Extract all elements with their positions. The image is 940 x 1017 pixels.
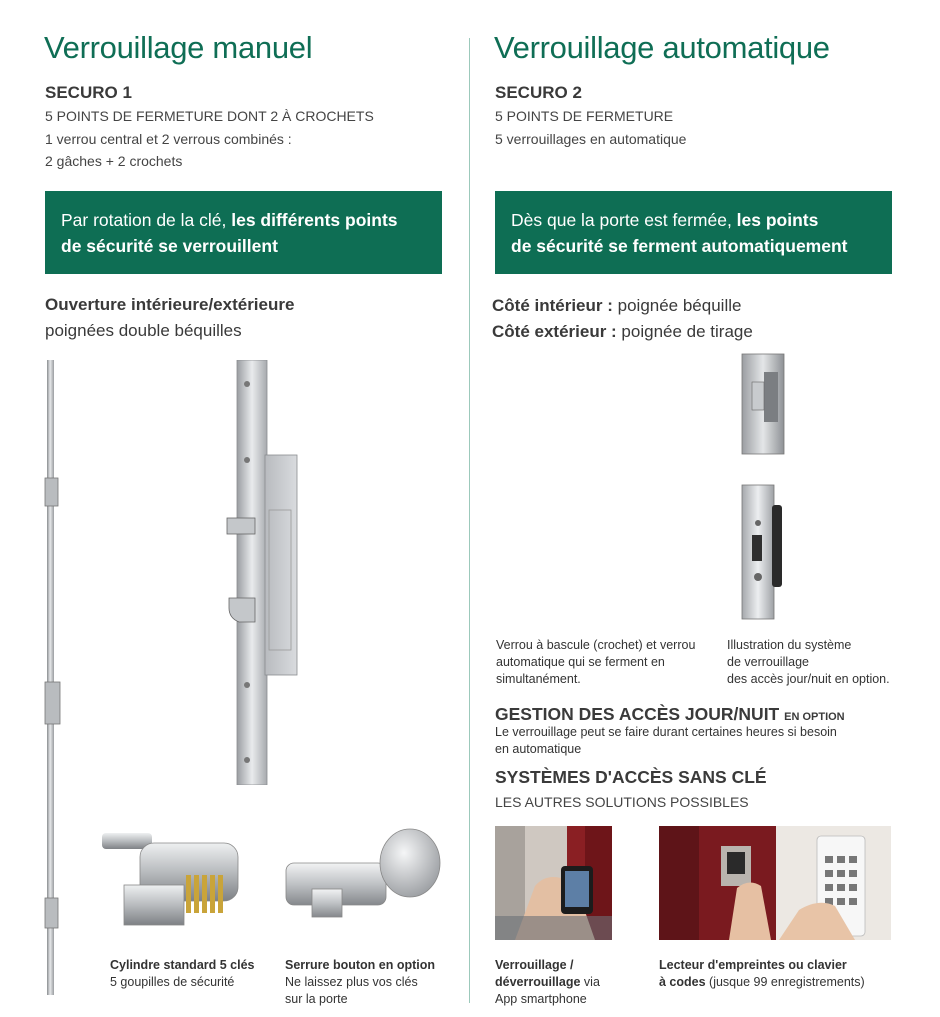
column-divider [469, 38, 470, 1003]
button-caption-bold: Serrure bouton en option [285, 958, 435, 972]
phone-caption-bold-2: déverrouillage [495, 975, 581, 989]
system-caption-1: Illustration du système [727, 638, 852, 652]
latch-caption-2: automatique qui se ferment en [496, 655, 665, 669]
left-banner-bold-1: les différents points [231, 210, 398, 230]
latch-caption-1: Verrou à bascule (crochet) et verrou [496, 638, 696, 652]
finger-caption [659, 957, 865, 991]
lock-strip-image [40, 360, 64, 995]
inside-label: Côté intérieur : [492, 296, 613, 315]
latch-caption [496, 637, 695, 688]
access-text-2: en automatique [495, 742, 582, 756]
finger-caption-bold-1: Lecteur d'empreintes ou clavier [659, 958, 847, 972]
finger-caption-normal-2: (jusque 99 enregistrements) [705, 975, 865, 989]
cylinder-caption [110, 957, 255, 991]
fingerprint-keypad-photo [659, 826, 891, 940]
button-caption-line-2: Ne laissez plus vos clés [285, 975, 418, 989]
right-banner [495, 191, 892, 274]
left-line-1: 5 POINTS DE FERMETURE DONT 2 À CROCHETS [45, 108, 374, 124]
left-sub-normal: poignées double béquilles [45, 321, 242, 340]
access-heading-text: GESTION DES ACCÈS JOUR/NUIT [495, 704, 780, 724]
button-cylinder-image [282, 825, 442, 920]
access-option: EN OPTION [784, 711, 845, 723]
outside-handle [492, 319, 753, 345]
phone-caption [495, 957, 600, 1008]
access-heading [495, 704, 845, 725]
lock-mechanism-image [215, 360, 305, 785]
right-banner-normal: Dès que la porte est fermée, [511, 210, 737, 230]
latch-caption-3: simultanément. [496, 672, 581, 686]
auto-latch-image [738, 483, 788, 621]
cylinder-image [100, 825, 245, 945]
phone-caption-normal-2: via [580, 975, 600, 989]
left-banner [45, 191, 442, 274]
system-caption-3: des accès jour/nuit en option. [727, 672, 890, 686]
access-text-1: Le verrouillage peut se faire durant certaines heures si besoin [495, 725, 837, 739]
system-caption [727, 637, 890, 688]
right-title: Verrouillage automatique [494, 30, 830, 65]
keyless-sub: LES AUTRES SOLUTIONS POSSIBLES [495, 794, 749, 810]
left-sub-bold: Ouverture intérieure/extérieure [45, 295, 295, 314]
button-caption [285, 957, 435, 1008]
left-banner-normal: Par rotation de la clé, [61, 210, 232, 230]
keyless-heading: SYSTÈMES D'ACCÈS SANS CLÉ [495, 767, 767, 787]
left-line-2: 1 verrou central et 2 verrous combinés : [45, 131, 292, 147]
strike-plate-image [738, 352, 788, 456]
left-banner-bold-2: de sécurité se verrouillent [61, 236, 278, 256]
right-line-1: 5 POINTS DE FERMETURE [495, 108, 674, 124]
left-title: Verrouillage manuel [44, 30, 313, 65]
system-caption-2: de verrouillage [727, 655, 809, 669]
cylinder-caption-normal: 5 goupilles de sécurité [110, 975, 235, 989]
right-model: SECURO 2 [495, 83, 582, 102]
left-line-3: 2 gâches + 2 crochets [45, 153, 183, 169]
left-model: SECURO 1 [45, 83, 132, 102]
cylinder-caption-bold: Cylindre standard 5 clés [110, 958, 255, 972]
smartphone-photo [495, 826, 612, 940]
access-text [495, 724, 837, 758]
inside-handle [492, 293, 741, 319]
button-caption-line-3: sur la porte [285, 992, 348, 1006]
inside-value: poignée béquille [612, 296, 742, 315]
phone-caption-line-3: App smartphone [495, 992, 587, 1006]
right-line-2: 5 verrouillages en automatique [495, 131, 687, 147]
right-banner-bold-2: de sécurité se ferment automatiquement [511, 236, 848, 256]
outside-label: Côté extérieur : [492, 322, 617, 341]
right-banner-bold-1: les points [736, 210, 819, 230]
finger-caption-bold-2: à codes [659, 975, 706, 989]
phone-caption-bold-1: Verrouillage / [495, 958, 574, 972]
outside-value: poignée de tirage [616, 322, 753, 341]
